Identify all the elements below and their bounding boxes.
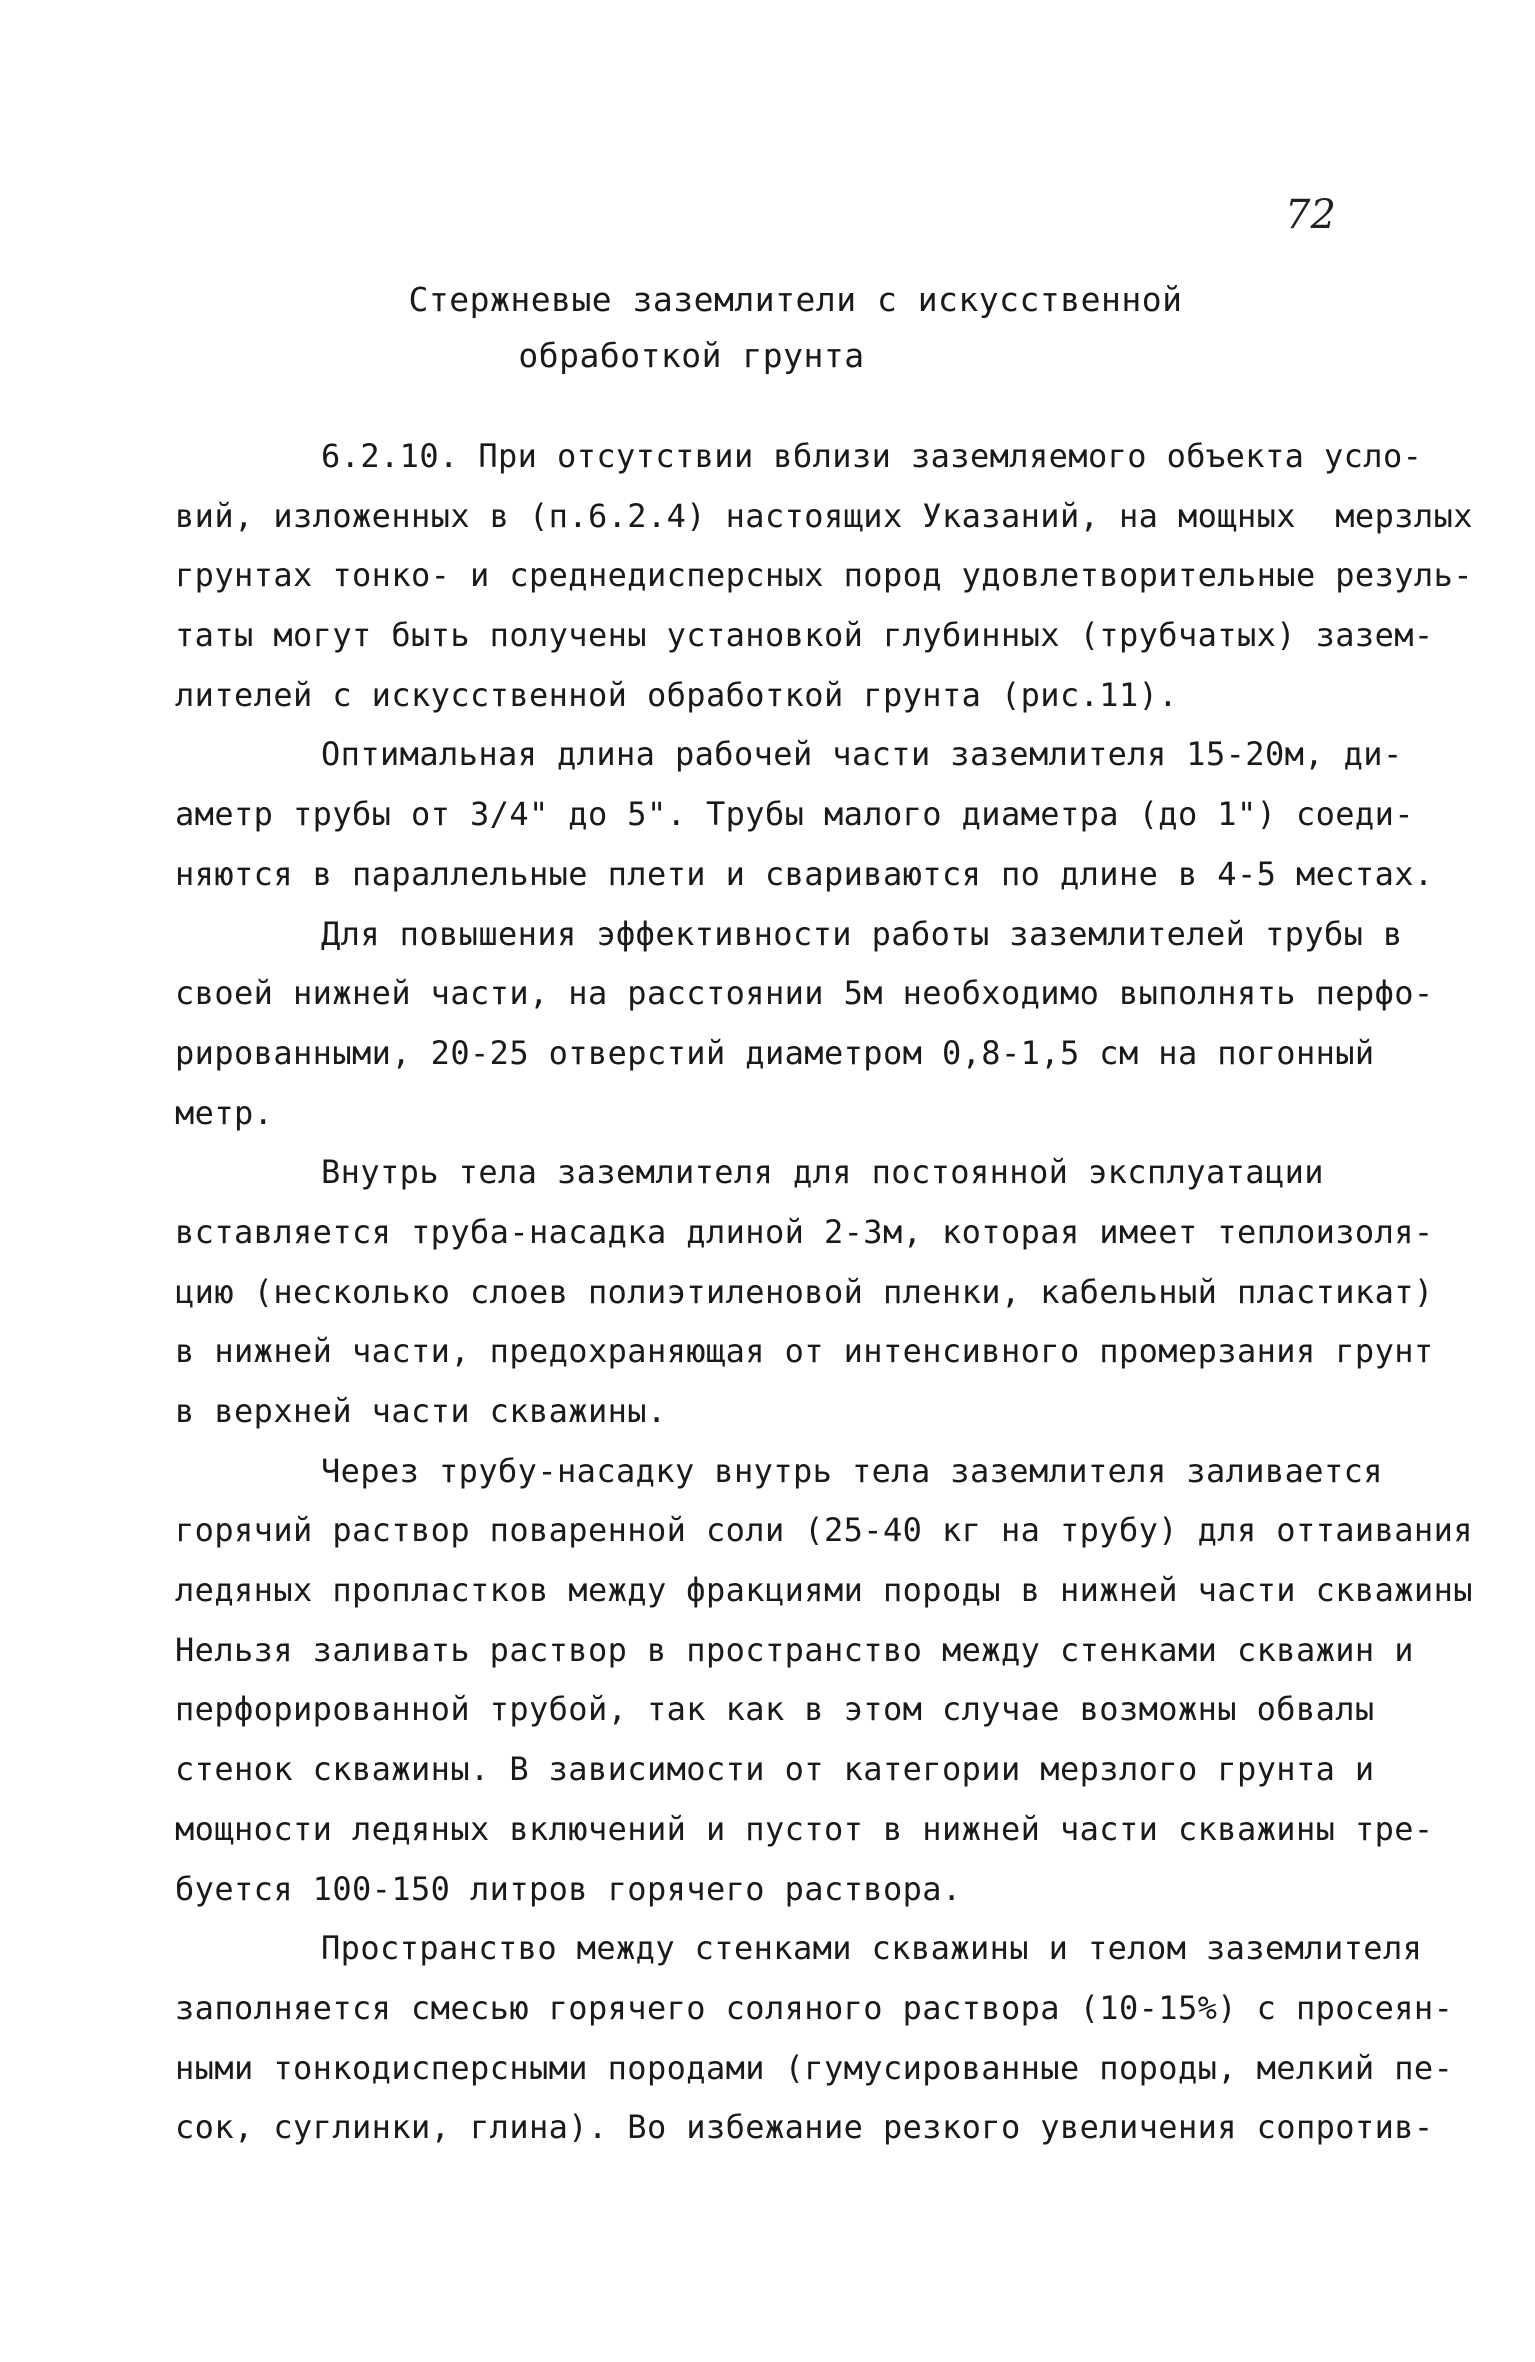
text-line: своей нижней части, на расстоянии 5м необходимо выполнять перфо- xyxy=(175,974,1434,1013)
text-line: 6.2.10. При отсутствии вблизи заземляемого объекта усло- xyxy=(321,437,1423,475)
text-line: в верхней части скважины. xyxy=(175,1392,667,1430)
text-line: Для повышения эффективности работы заземлителей трубы в xyxy=(321,914,1403,953)
paragraph xyxy=(175,1442,1473,1920)
text-line: няются в параллельные плети и свариваются по длине в 4-5 местах. xyxy=(175,854,1434,893)
paragraph xyxy=(175,427,1473,725)
text-line: стенок скважины. В зависимости от категории мерзлого грунта и xyxy=(175,1750,1375,1789)
text-line: аметр трубы от 3/4" до 5". Трубы малого диаметра (до 1") соеди- xyxy=(175,795,1414,834)
text-line: вий, изложенных в (п.6.2.4) настоящих Указаний, на мощных мерзлых xyxy=(175,496,1473,535)
text-line: Пространство между стенками скважины и телом заземлителя xyxy=(321,1929,1423,1968)
text-line: Внутрь тела заземлителя для постоянной эксплуатации xyxy=(321,1153,1324,1192)
paragraph xyxy=(175,905,1434,1144)
text-line: Через трубу-насадку внутрь тела заземлителя заливается xyxy=(321,1451,1383,1490)
text-line: вставляется труба-насадка длиной 2-3м, которая имеет теплоизоля- xyxy=(175,1212,1434,1251)
page-number: 72 xyxy=(1285,192,1336,238)
text-line: рированными, 20-25 отверстий диаметром 0,8-1,5 см на погонный xyxy=(175,1033,1375,1072)
paragraph xyxy=(175,1143,1434,1441)
paragraph xyxy=(175,1919,1454,2158)
text-line: заполняется смесью горячего соляного раствора (10-15%) с просеян- xyxy=(175,1988,1454,2027)
text-line: буется 100-150 литров горячего раствора. xyxy=(175,1869,962,1908)
section-heading-line-1: Стержневые заземлители с искусственной xyxy=(408,280,1183,319)
text-line: мощности ледяных включений и пустот в нижней части скважины тре- xyxy=(175,1809,1434,1848)
text-line: в нижней части, предохраняющая от интенсивного промерзания грунт xyxy=(175,1332,1434,1371)
text-line: ледяных пропластков между фракциями породы в нижней части скважины xyxy=(175,1571,1473,1610)
text-line: метр. xyxy=(175,1093,274,1132)
text-line: перфорированной трубой, так как в этом случае возможны обвалы xyxy=(175,1690,1375,1729)
text-line: таты могут быть получены установкой глубинных (трубчатых) зазем- xyxy=(175,616,1434,655)
text-line: ными тонкодисперсными породами (гумусированные породы, мелкий пе- xyxy=(175,2048,1454,2087)
text-line: цию (несколько слоев полиэтиленовой пленки, кабельный пластикат) xyxy=(175,1272,1434,1311)
document-body xyxy=(175,427,1473,2158)
text-line: Оптимальная длина рабочей части заземлителя 15-20м, ди- xyxy=(321,735,1403,774)
section-heading-line-2: обработкой грунта xyxy=(518,336,865,375)
text-line: горячий раствор поваренной соли (25-40 кг на трубу) для оттаивания xyxy=(175,1511,1473,1550)
text-line: сок, суглинки, глина). Во избежание резкого увеличения сопротив- xyxy=(175,2108,1434,2147)
text-line: грунтах тонко- и среднедисперсных пород удовлетворительные резуль- xyxy=(175,556,1473,595)
text-line: Нельзя заливать раствор в пространство между стенками скважин и xyxy=(175,1630,1414,1669)
paragraph xyxy=(175,725,1434,904)
text-line: лителей с искусственной обработкой грунта (рис.11). xyxy=(175,675,1178,714)
